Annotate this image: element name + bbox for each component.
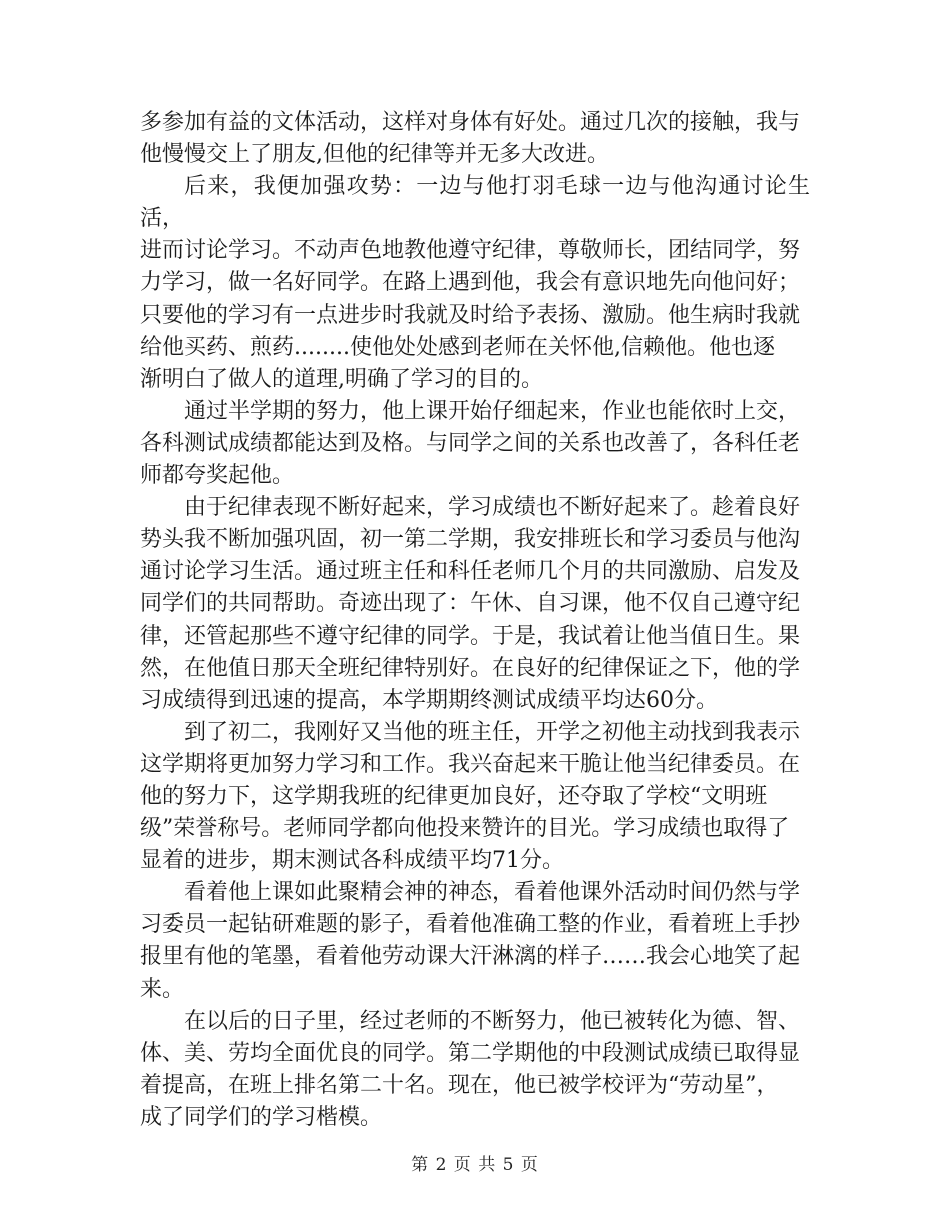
paragraph-7: 在以后的日子里，经过老师的不断努力，他已被转化为德、智、 体、美、劳均全面优良的同学。第二学期他的中段测试成绩已取得显 着提高，在班上排名第二十名。现在，他已被学校评为“劳动星”， 成了同学们的学习楷模。 [140, 1008, 801, 1130]
paragraph-4: 由于纪律表现不断好起来，学习成绩也不断好起来了。趁着良好 势头我不断加强巩固，初一第二学期，我安排班长和学习委员与他沟 通讨论学习生活。通过班主任和科任老师几个月的共同激励、启发及 同学们的共同帮助。奇迹出现了：午休、自习课，他不仅自己遵守纪 律，还管起那些不遵守纪律的同学。于是，我试着让他当值日生。果 然，在他值日那天全班纪律特别好。在良好的纪律保证之下，他的学 习成绩得到迅速的提高，本学期期终测试成绩平均达60分。 [140, 495, 801, 713]
paragraph-3: 通过半学期的努力，他上课开始仔细起来，作业也能依时上交， 各科测试成绩都能达到及格。与同学之间的关系也改善了，各科任老 师都夸奖起他。 [140, 398, 801, 489]
body-text [140, 107, 810, 1134]
paragraph-2: 后来，我便加强攻势：一边与他打羽毛球一边与他沟通讨论生活， 进而讨论学习。不动声色地教他遵守纪律，尊敬师长，团结同学，努 力学习，做一名好同学。在路上遇到他，我会有意识地先向他问好； 只要他的学习有一点进步时我就及时给予表扬、激励。他生病时我就 给他买药、煎药........使他处处感到老师在关怀他,信赖他。他也逐 渐明白了做人的道理,明确了学习的目的。 [140, 174, 810, 392]
paragraph-1: 多参加有益的文体活动，这样对身体有好处。通过几次的接触，我与 他慢慢交上了朋友,但他的纪律等并无多大改进。 [140, 110, 801, 168]
paragraph-5: 到了初二，我刚好又当他的班主任，开学之初他主动找到我表示 这学期将更加努力学习和工作。我兴奋起来干脆让他当纪律委员。在 他的努力下，这学期我班的纪律更加良好，还夺取了学校“文明班 级”荣誉称号。老师同学都向他投来赞许的目光。学习成绩也取得了 显着的进步，期末测试各科成绩平均71分。 [140, 719, 801, 874]
paragraph-6: 看着他上课如此聚精会神的神态，看着他课外活动时间仍然与学 习委员一起钻研难题的影子，看着他准确工整的作业，看着班上手抄 报里有他的笔墨，看着他劳动课大汗淋漓的样子……我会心地笑了起 来。 [140, 880, 801, 1002]
page-number-footer: 第 2 页 共 5 页 [411, 1155, 539, 1175]
